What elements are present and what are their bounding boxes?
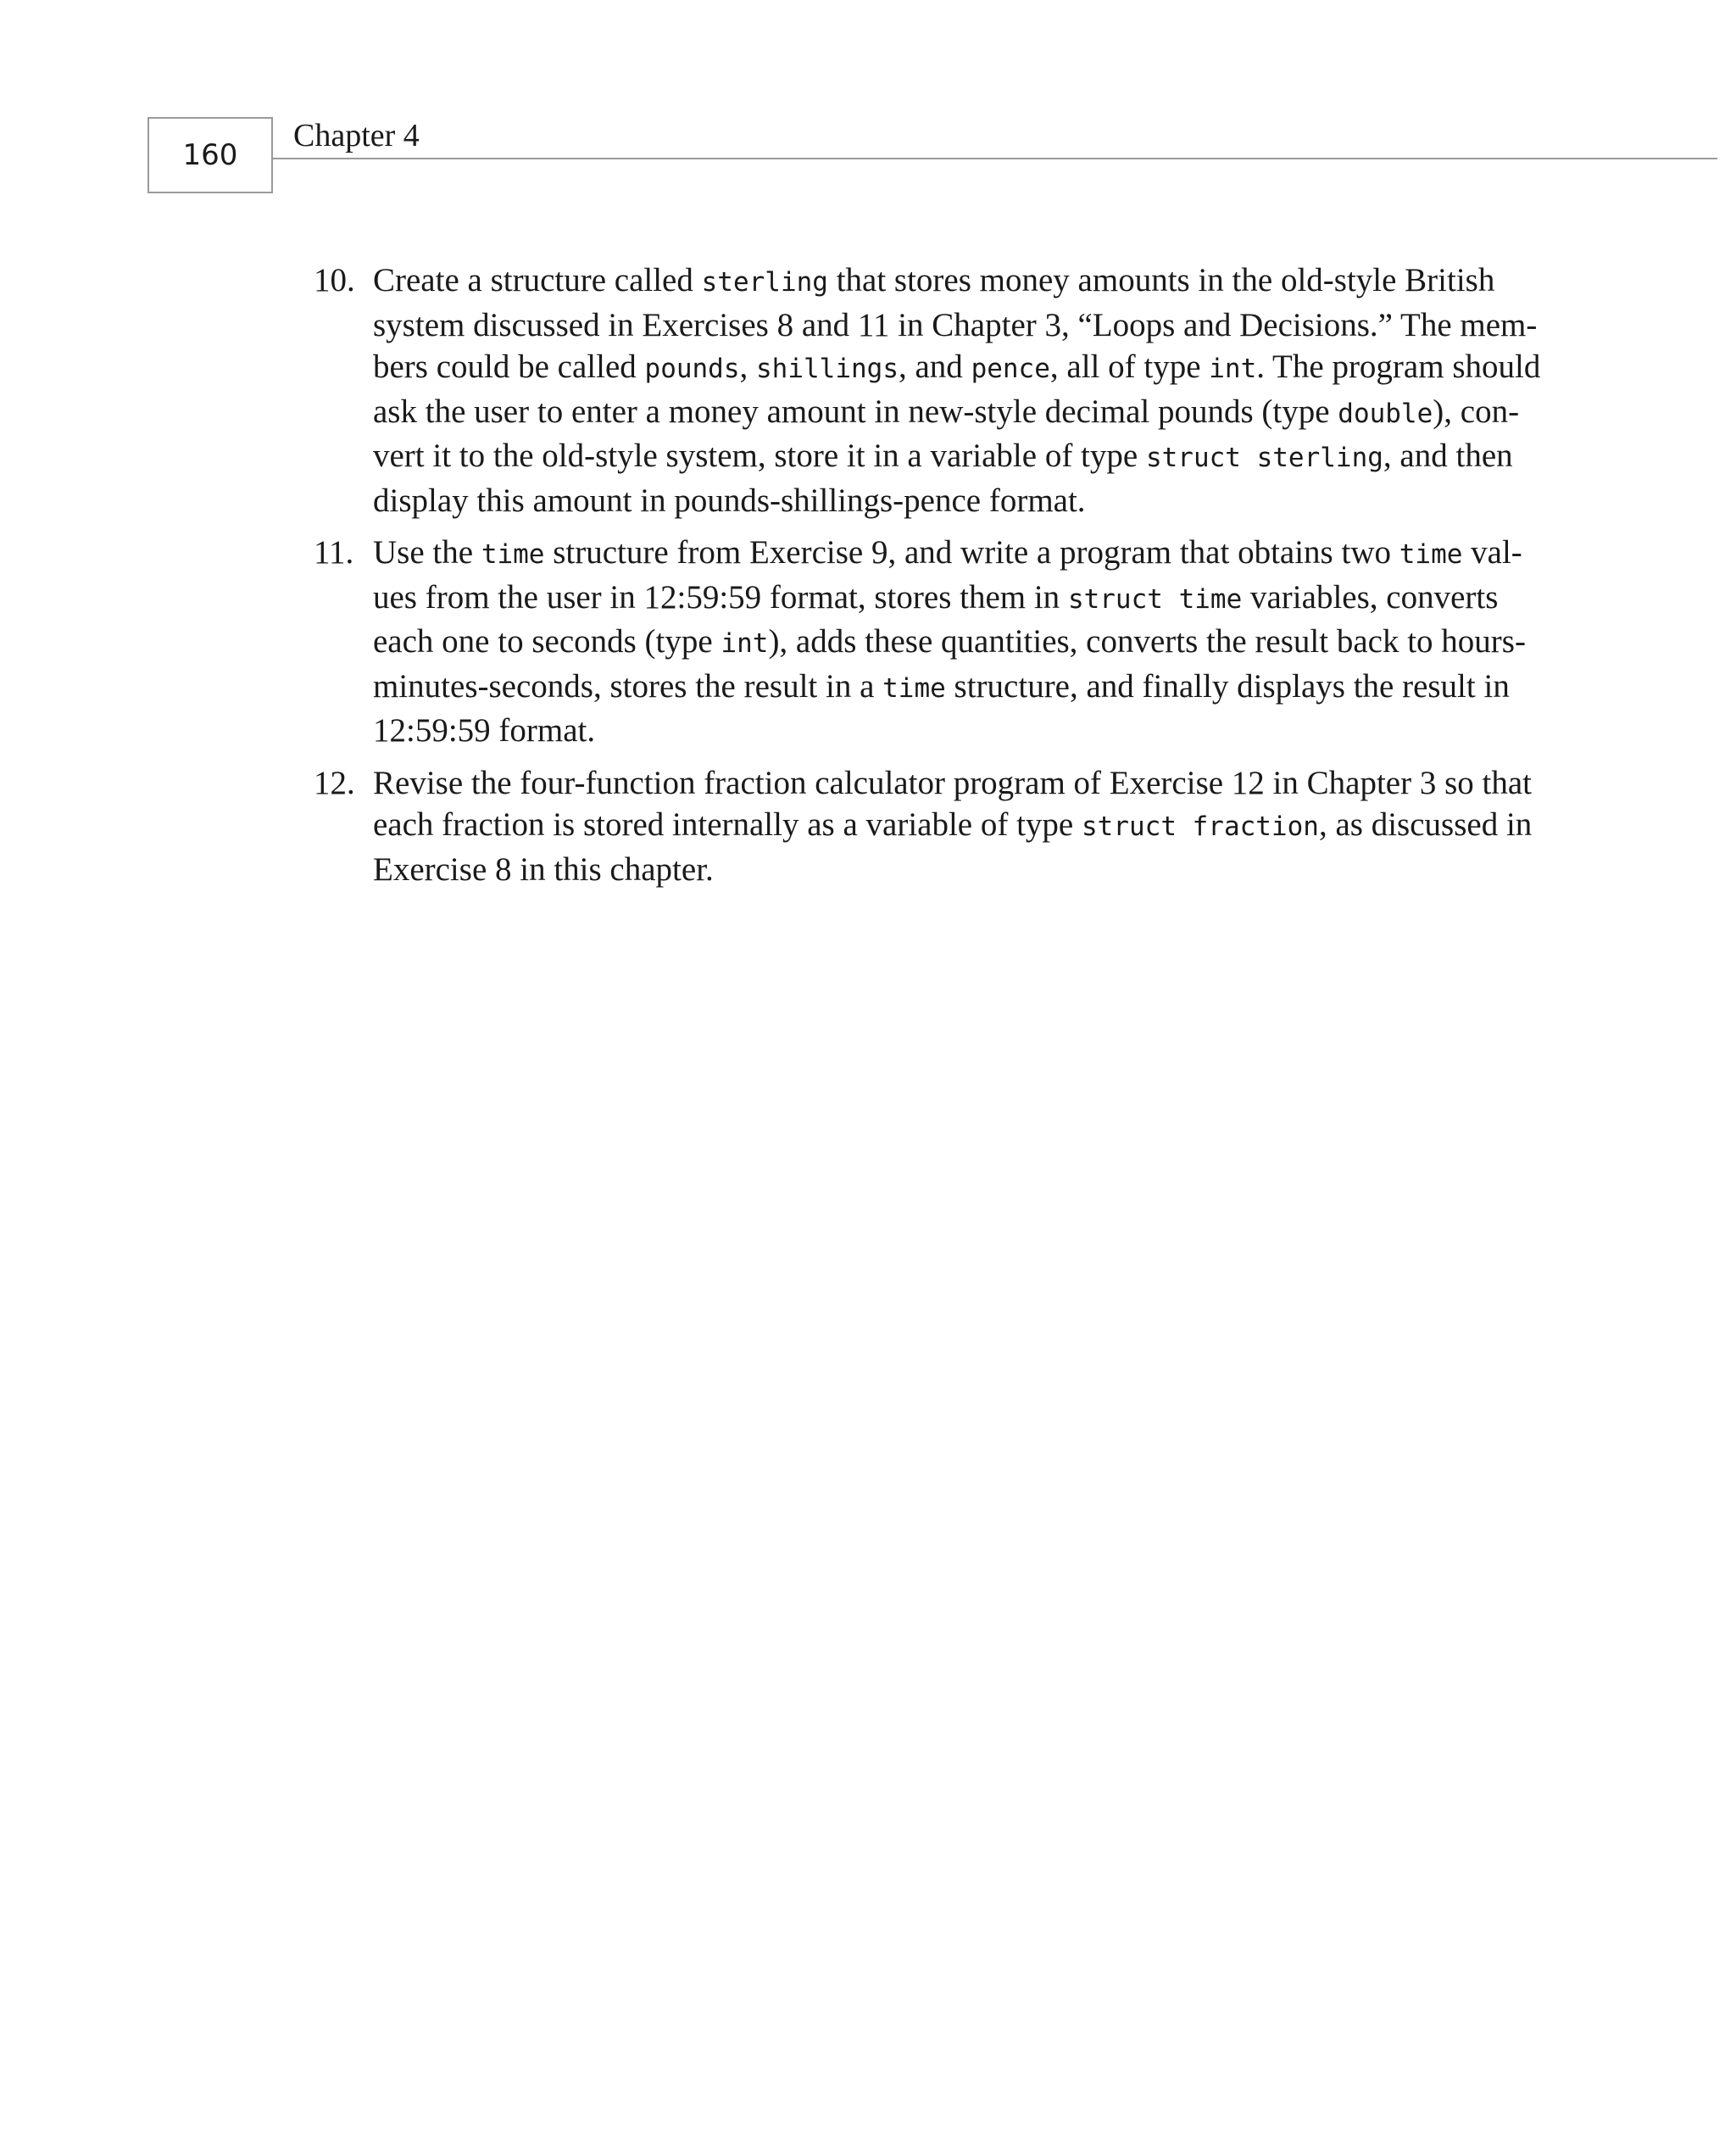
code-term: time <box>882 672 946 704</box>
text-run: ), con- <box>1433 393 1520 430</box>
text-run: system discussed in Exercises 8 and 11 in Chapter 3, “Loops and Decisions.” The mem- <box>373 306 1538 343</box>
text-run: , and <box>899 348 971 385</box>
code-term: int <box>1209 354 1257 384</box>
exercise-line <box>373 849 1551 891</box>
code-term: struct fraction <box>1082 811 1319 842</box>
text-run: variables, converts <box>1242 578 1499 616</box>
exercise-number: 12. <box>314 764 355 801</box>
text-run: Use the <box>373 534 481 571</box>
text-run: each fraction is stored internally as a variable of type <box>373 806 1082 843</box>
text-run: . The program should <box>1256 348 1541 385</box>
exercise-item <box>314 762 1551 891</box>
exercise-line <box>373 480 1551 522</box>
text-run: structure, and finally displays the result in <box>945 667 1510 705</box>
exercise-line <box>373 710 1551 752</box>
text-run: , as discussed in <box>1318 806 1533 843</box>
code-term: pounds <box>644 354 740 384</box>
text-run: bers could be called <box>373 348 645 385</box>
exercise-line <box>373 435 1551 480</box>
exercise-line <box>373 346 1551 391</box>
exercise-line <box>373 762 1551 805</box>
exercise-line <box>373 804 1551 849</box>
text-run: structure from Exercise 9, and write a program that obtains two <box>544 534 1399 571</box>
text-run: val- <box>1462 534 1522 571</box>
exercise-line <box>373 666 1551 711</box>
text-run: ask the user to enter a money amount in new-style decimal pounds (type <box>373 393 1338 430</box>
code-term: sterling <box>701 267 828 298</box>
exercise-number: 11. <box>314 534 354 571</box>
text-run: Revise the four-function fraction calculator program of Exercise 12 in Chapter 3 so that <box>373 764 1532 801</box>
code-term: time <box>481 539 545 570</box>
code-term: double <box>1338 398 1433 429</box>
code-term: struct sterling <box>1145 443 1383 473</box>
header-rule <box>273 158 1717 159</box>
text-run: Create a structure called <box>373 262 702 298</box>
text-run: 12:59:59 format. <box>373 712 596 749</box>
exercise-item <box>314 259 1551 521</box>
exercise-line <box>373 621 1551 666</box>
code-term: int <box>721 628 769 659</box>
text-run: , <box>739 348 757 385</box>
text-run: minutes-seconds, stores the result in a <box>373 667 883 705</box>
code-term: struct time <box>1067 583 1243 615</box>
code-term: pence <box>971 354 1050 384</box>
text-run: display this amount in pounds-shillings-pence format. <box>373 482 1086 519</box>
exercise-line <box>373 304 1551 347</box>
text-run: vert it to the old-style system, store it in a variable of type <box>373 438 1146 474</box>
text-run: each one to seconds (type <box>373 623 721 660</box>
text-run: , and then <box>1383 438 1513 474</box>
code-term: shillings <box>756 354 899 384</box>
exercise-number: 10. <box>314 262 355 298</box>
text-run: ues from the user in 12:59:59 format, stores them in <box>373 578 1068 616</box>
code-term: time <box>1399 539 1463 570</box>
exercise-line <box>373 532 1551 577</box>
exercise-item <box>314 532 1551 752</box>
text-run: ), adds these quantities, converts the result back to hours- <box>768 623 1526 660</box>
text-run: Exercise 8 in this chapter. <box>373 850 714 888</box>
exercise-line <box>373 577 1551 622</box>
page-number: 160 <box>147 117 273 193</box>
text-run: that stores money amounts in the old-style British <box>827 262 1495 298</box>
exercise-line <box>373 391 1551 436</box>
exercise-line <box>373 259 1551 304</box>
exercise-list <box>314 259 1551 900</box>
running-head: Chapter 4 <box>293 118 420 153</box>
text-run: , all of type <box>1049 348 1210 385</box>
